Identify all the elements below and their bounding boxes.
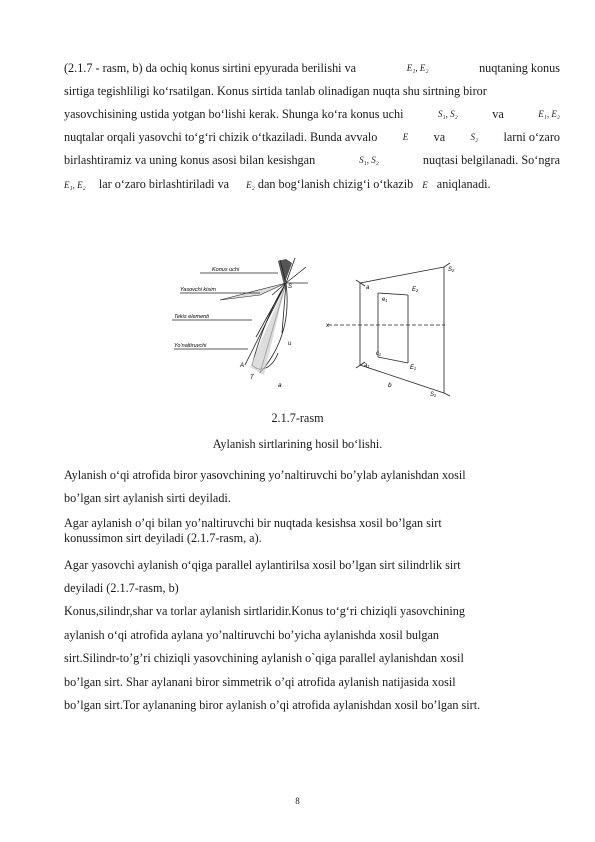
text: (2.1.7 - rasm, b) da ochiq konus sirtini epyurada berilishi va [64, 61, 357, 75]
figure-a-label: a [278, 382, 282, 389]
text: dan bog‘lanish chizig‘i o‘tkazib [257, 177, 414, 191]
formula-e: E [422, 180, 428, 190]
paragraph-5-line-2: aylanish o‘qi atrofida aylana yo’naltiruvchi bo’yicha aylanishda xosil bulgan [64, 628, 439, 642]
label-konus-uchi: Konus uchi [212, 267, 240, 273]
formula-e1-e2: E₁, E₂ [406, 63, 429, 73]
paragraph-4-line-1: Agar yasovchi aylanish o‘qiga parallel aylantirilsa xosil bo’lgan sirt silindrlik sirt [64, 558, 461, 572]
point-e1: E₁ [410, 365, 416, 371]
text: va [433, 130, 446, 144]
text: nuqtalar orqali yasovchi to‘g‘ri chizik o‘tkaziladi. Bunda avvalo [64, 130, 378, 144]
paragraph-5-line-4: bo’lgan sirt. Shar aylanani biror simmetrik o’qi atrofida aylanish natijasida xosil [64, 675, 456, 689]
figure-b-epyura [328, 263, 450, 396]
figure-caption-title: Aylanish sirtlarining hosil bo‘lishi. [212, 437, 383, 451]
label-yonaltiruvchi: Yo’naltiruvchi [174, 343, 207, 349]
text: lar o‘zaro birlashtiriladi va [98, 177, 230, 191]
label-tekis-elementi: Tekis elementi [174, 314, 209, 320]
formula-e: E [402, 132, 409, 142]
text: nuqtasi belgilanadi. So‘ngra [422, 153, 560, 167]
text: sirtiga tegishliligi ko‘rsatilgan. Konus sirtida tanlab olinadigan nuqta shu sirtning biror [64, 84, 487, 98]
point-a1: a₁ [364, 363, 370, 369]
paragraph-1-line-2 [64, 83, 560, 99]
point-c1: c₁ [376, 351, 381, 357]
label-yasovchi-kisim: Yasovchi kisim [180, 287, 216, 293]
text: yasovchisining ustida yotgan bo‘lishi kerak. Shunga ko‘ra konus uchi [64, 107, 404, 121]
paragraph-5-line-1: Konus,silindr,shar va torlar aylanish sirtlaridir.Konus to‘g‘ri chiziqli yasovchining [64, 604, 465, 618]
formula-s2: S₂ [470, 132, 479, 142]
paragraph-1-line-4 [64, 129, 560, 145]
formula-e2: E₂ [246, 180, 255, 190]
paragraph-1-line-3 [64, 106, 560, 122]
formula-s1-s2: S₁, S₂ [437, 109, 458, 119]
formula-s1-s2: S₁, S₂ [359, 155, 379, 165]
paragraph-1-line-6 [64, 176, 560, 193]
text: larni o‘zaro [503, 130, 560, 144]
paragraph-1-line-1 [64, 60, 560, 76]
paragraph-3-line-1: Agar aylanish o’qi bilan yo’naltiruvchi bir nuqtada kesishsa xosil bo’lgan sirt [64, 516, 442, 530]
figure-caption-number: 2.1.7-rasm [271, 411, 324, 425]
formula-e1-e2: E₁, E₂ [64, 180, 86, 190]
paragraph-3-line-2: konussimon sirt deyiladi (2.1.7-rasm, a). [64, 531, 262, 545]
point-e1-small: e₁ [382, 297, 388, 303]
page-number: 8 [295, 796, 300, 806]
point-a: A [240, 363, 245, 369]
point-a2: a [366, 285, 370, 291]
text: aniqlanadi. [436, 177, 491, 191]
point-u: u [288, 341, 292, 347]
point-s2: S₂ [448, 267, 455, 273]
formula-e1-e2: E₁, E₂ [538, 109, 560, 119]
text: nuqtaning konus [479, 61, 560, 75]
text: birlashtiramiz va uning konus asosi bilan kesishgan [64, 153, 316, 167]
paragraph-5-line-3: sirt.Silindr-to’g’ri chiziqli yasovchining aylanish o`qiga parallel aylanishdan xosil [64, 651, 464, 665]
point-s1: S₁ [430, 392, 436, 398]
paragraph-1-line-5 [64, 152, 560, 168]
text: va [492, 107, 504, 121]
point-t: T [250, 375, 254, 381]
figure-b-label: b [388, 382, 392, 389]
axis-x: x [326, 323, 329, 329]
paragraph-5-line-5: bo’lgan sirt.Tor aylananing biror aylanish o’qi atrofida aylanishdan xosil bo’lgan sirt. [64, 698, 481, 712]
paragraph-2-line-1: Aylanish o‘qi atrofida biror yasovchining yo’naltiruvchi bo’ylab aylanishdan xosil [64, 468, 466, 482]
figure-2-1-7 [160, 255, 480, 400]
point-e2: E₂ [412, 287, 419, 293]
point-s: S [288, 284, 293, 290]
paragraph-2-line-2: bo’lgan sirt aylanish sirti deyiladi. [64, 491, 231, 505]
paragraph-4-line-2: deyiladi (2.1.7-rasm, b) [64, 581, 179, 595]
